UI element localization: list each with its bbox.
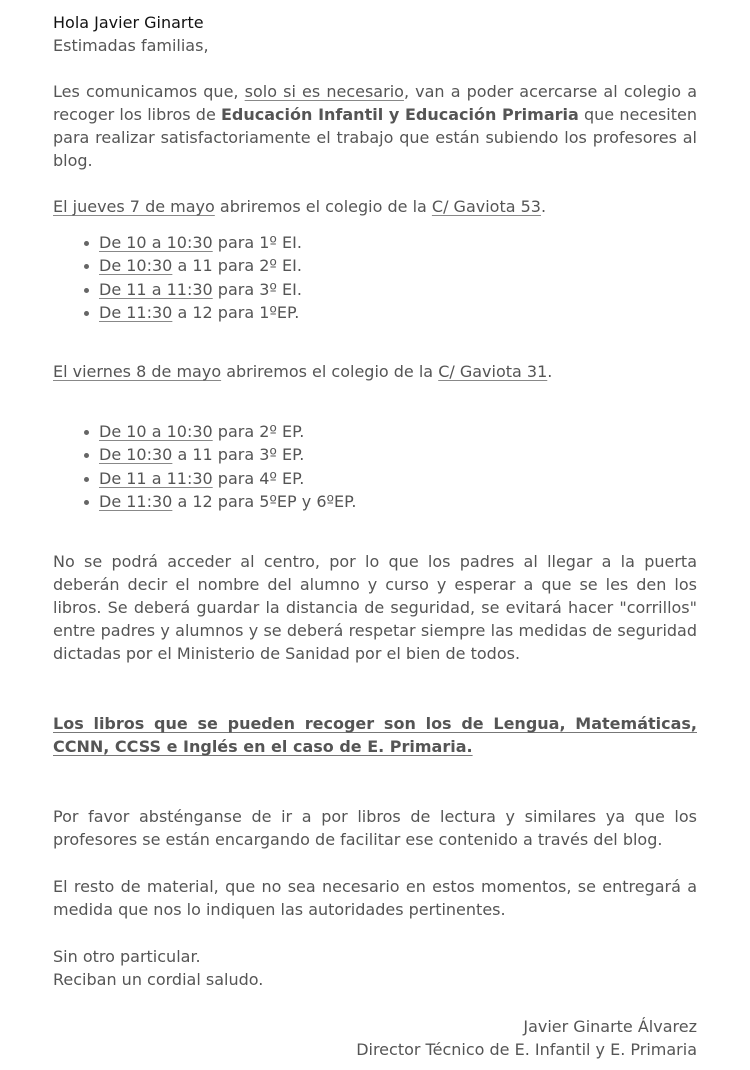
slot-time-link[interactable]: De 11 a 11:30 (99, 279, 213, 299)
necessary-link[interactable]: solo si es necesario (244, 82, 404, 101)
thursday-line (53, 195, 697, 218)
friday-end: . (547, 362, 553, 382)
slot-time-link[interactable]: De 10 a 10:30 (99, 233, 213, 252)
thursday-slot-list (53, 231, 697, 324)
closing-line-1: Sin otro particular. (53, 947, 201, 967)
thursday-mid-text: abriremos el colegio de la (214, 197, 432, 216)
books-notice-text: Los libros que se pueden recoger son los de Lengua, Matemáticas, CCNN, CCSS e Inglés en el caso de E. Primaria. (53, 714, 697, 757)
signature-title: Director Técnico de E. Infantil y E. Primaria (356, 1040, 697, 1060)
friday-address-link[interactable]: C/ Gaviota 31 (438, 362, 548, 382)
friday-line (53, 360, 697, 383)
friday-mid-text: abriremos el colegio de la (221, 362, 439, 382)
slot-time-link[interactable]: De 11:30 (99, 492, 173, 512)
slot-time-link[interactable]: De 10:30 (99, 445, 173, 465)
slot-time-link[interactable]: De 11:30 (99, 302, 173, 322)
intro-text-3: que necesiten para realizar satisfactoriamente el trabajo que están subiendo los profesores al blog. (53, 105, 697, 170)
slot-time-link[interactable]: De 10:30 (99, 256, 173, 276)
slot-rest: a 11 para 2º EI. (172, 256, 302, 276)
list-item (53, 443, 697, 466)
list-item (53, 254, 697, 277)
reading-notice: Por favor absténganse de ir a por libros de lectura y similares ya que los profesores se están encargando de facilitar ese contenido a través del blog. (53, 807, 697, 850)
slot-time-link[interactable]: De 10 a 10:30 (99, 422, 213, 442)
intro-text-2: , van a poder acercarse al colegio a recoger los libros de (53, 82, 698, 124)
access-notice: No se podrá acceder al centro, por lo que los padres al llegar a la puerta deberán decir el nombre del alumno y curso y esperar a que se les den los libros. Se deberá guardar la distancia de seguridad, se evitará hacer "corrillos" entre padres y alumnos y se deberá respetar siempre las medidas de seguridad dictadas por el Ministerio de Sanidad por el bien de todos. (53, 552, 697, 664)
list-item (53, 467, 697, 490)
slot-rest: a 12 para 5ºEP y 6ºEP. (172, 492, 357, 512)
slot-rest: a 11 para 3º EP. (172, 445, 305, 465)
list-item (53, 301, 697, 324)
rest-notice: El resto de material, que no sea necesario en estos momentos, se entregará a medida que nos lo indiquen las autoridades pertinentes. (53, 877, 697, 920)
list-item (53, 490, 697, 513)
list-item (53, 278, 697, 301)
slot-rest: para 4º EP. (212, 468, 305, 488)
slot-rest: a 12 para 1ºEP. (172, 302, 300, 322)
salutation: Estimadas familias, (53, 36, 209, 55)
intro-text-1: Les comunicamos que, (53, 82, 245, 101)
books-notice (53, 712, 697, 758)
slot-rest: para 2º EP. (212, 422, 305, 442)
list-item (53, 420, 697, 443)
slot-time-link[interactable]: De 11 a 11:30 (99, 468, 213, 488)
intro-paragraph (53, 80, 697, 172)
closing-line-2: Reciban un cordial saludo. (53, 970, 264, 990)
signature-name: Javier Ginarte Álvarez (523, 1017, 697, 1037)
greeting: Hola Javier Ginarte (53, 13, 204, 32)
thursday-end: . (540, 197, 547, 216)
friday-date-link[interactable]: El viernes 8 de mayo (53, 362, 222, 382)
email-body (53, 0, 697, 1061)
thursday-date-link[interactable]: El jueves 7 de mayo (53, 197, 215, 216)
thursday-address-link[interactable]: C/ Gaviota 53 (431, 197, 541, 216)
slot-rest: para 3º EI. (212, 279, 302, 299)
subjects-bold: Educación Infantil y Educación Primaria (220, 105, 579, 124)
list-item (53, 231, 697, 254)
slot-rest: para 1º EI. (212, 233, 302, 252)
friday-slot-list (53, 420, 697, 513)
